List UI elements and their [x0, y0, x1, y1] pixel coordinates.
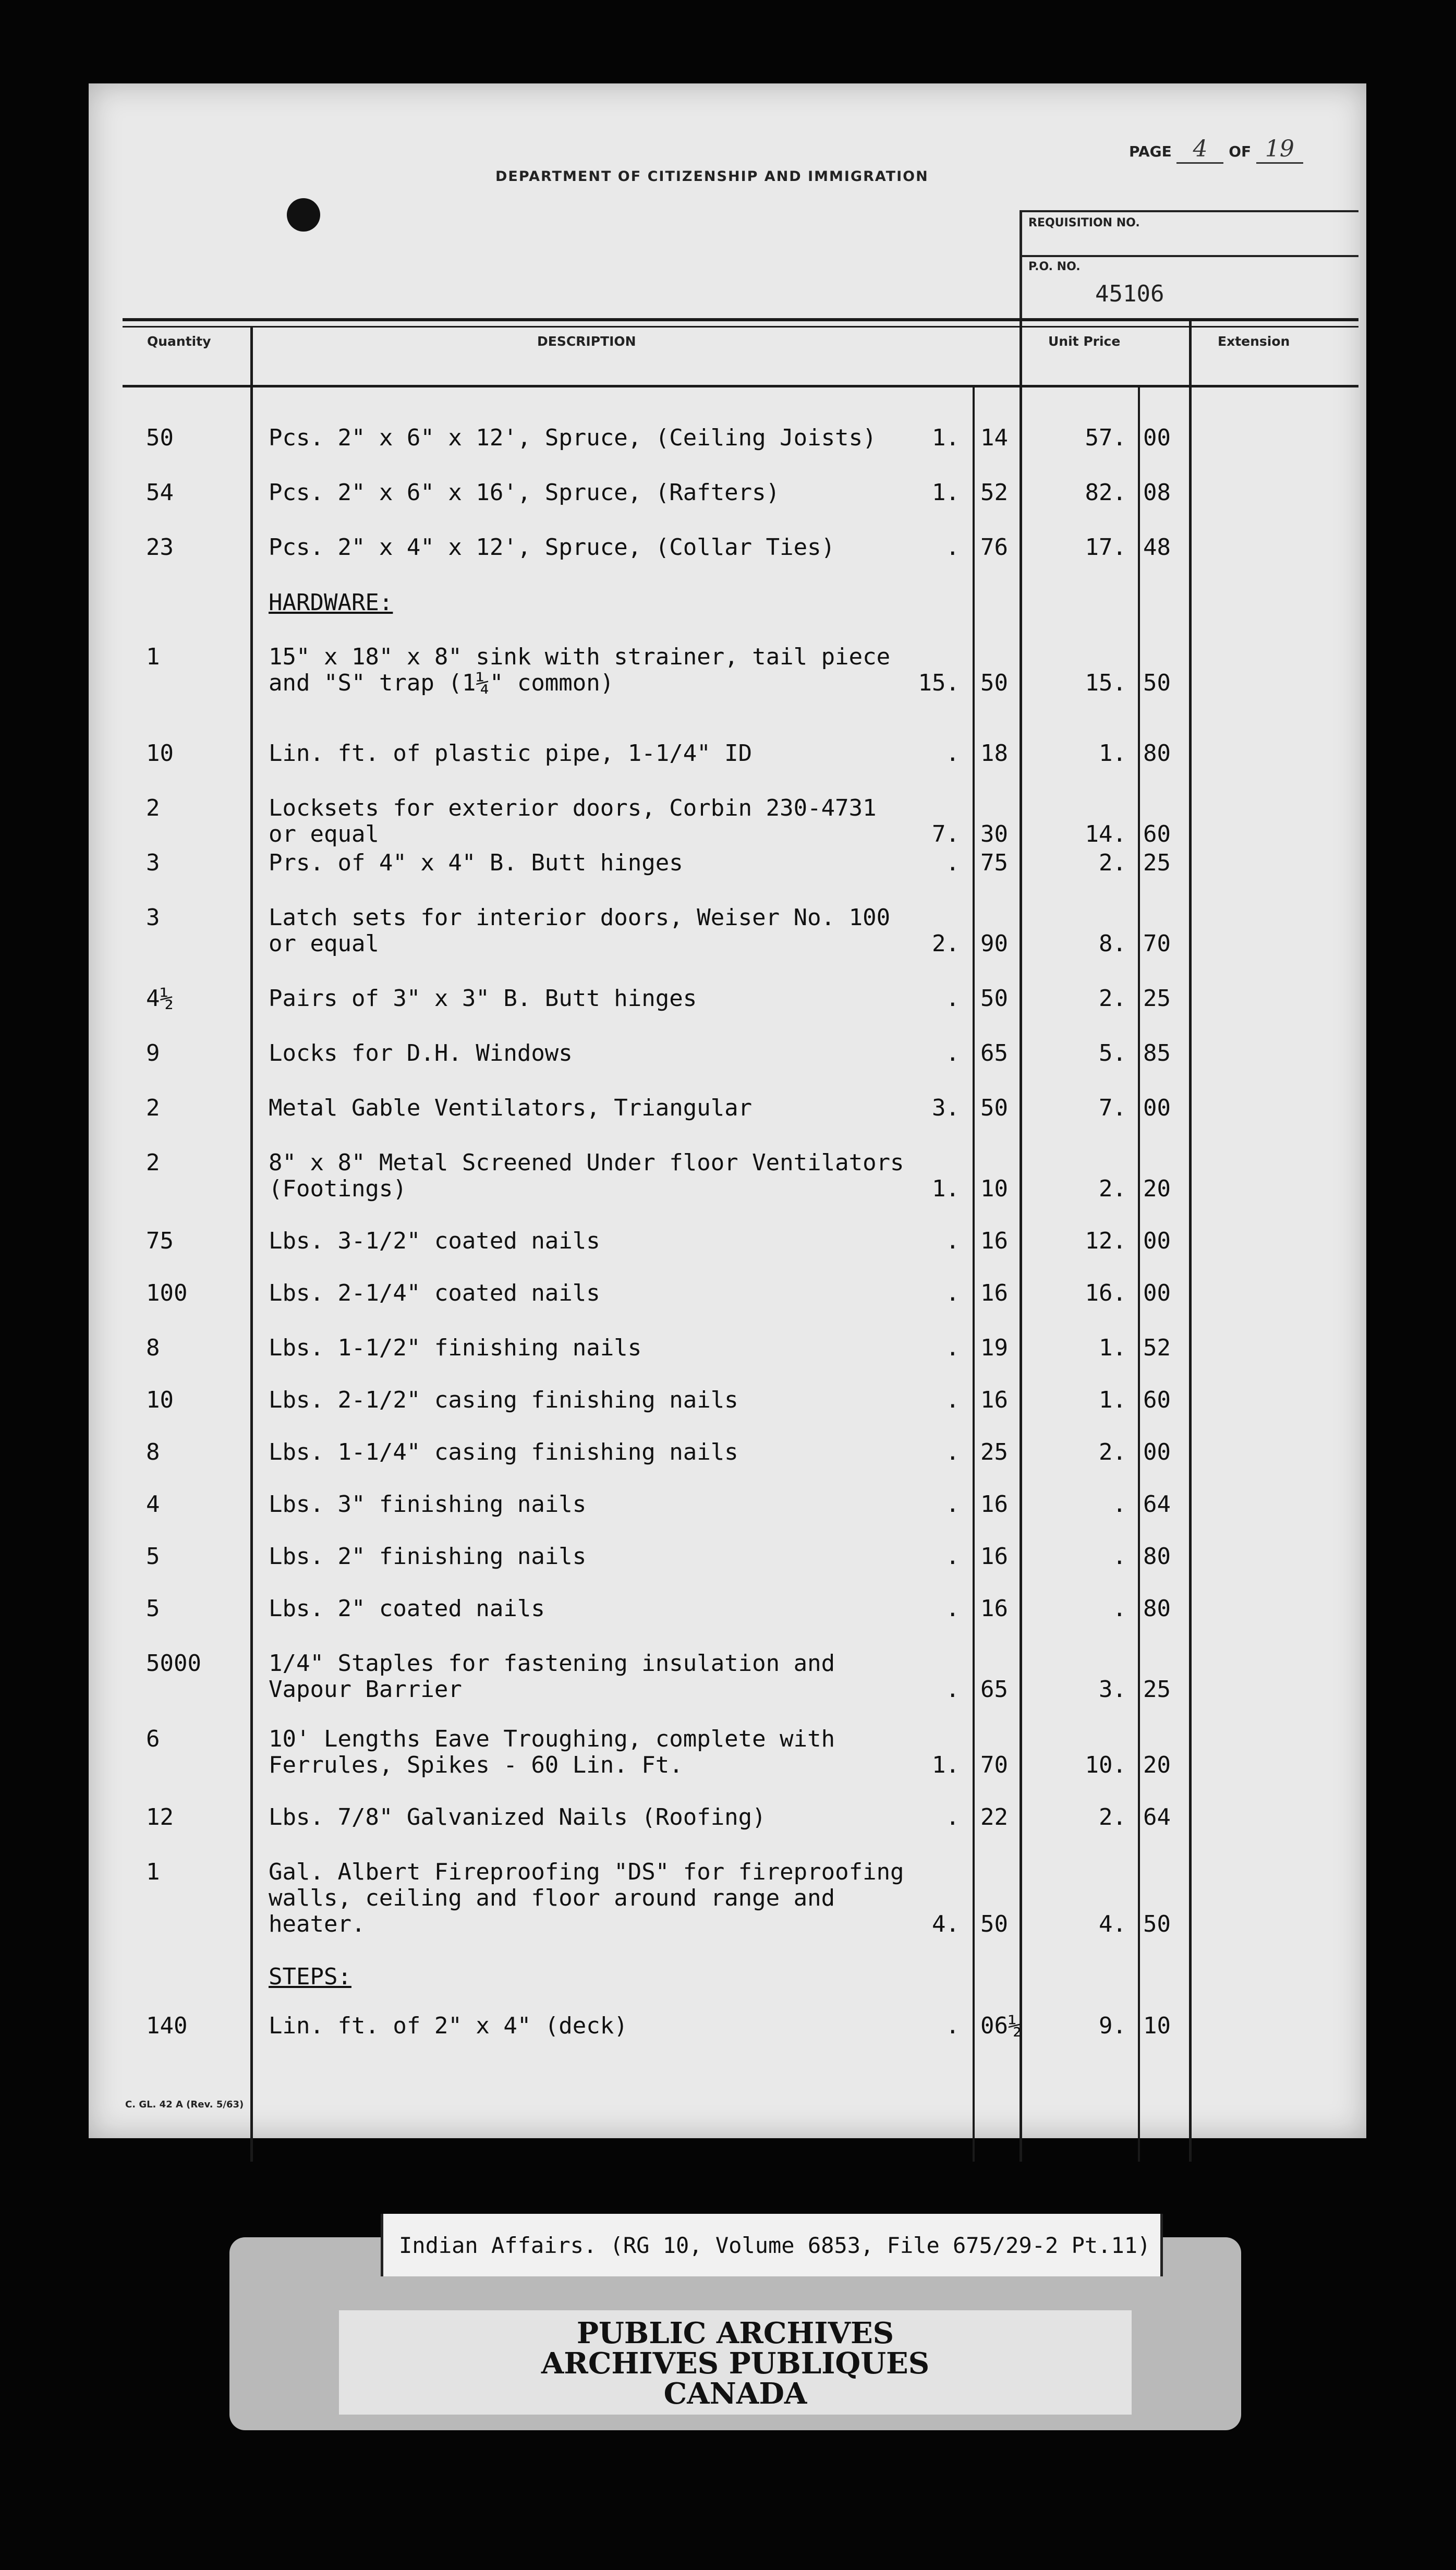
row-extension-cents: 00 [1143, 1228, 1171, 1254]
row-quantity: 5000 [146, 1650, 201, 1677]
row-unit-price-cents: 52 [980, 479, 1008, 506]
row-quantity: 75 [146, 1228, 174, 1254]
qty-column-rule [250, 326, 253, 2162]
row-unit-price-cents: 75 [980, 850, 1008, 876]
archives-stamp-panel [339, 2310, 1132, 2415]
row-unit-price-dollars: . [945, 985, 960, 1012]
row-quantity: 9 [146, 1040, 160, 1066]
row-extension-cents: 48 [1143, 534, 1171, 561]
row-unit-price-dollars: 15. [918, 670, 960, 696]
row-unit-price-dollars: . [945, 1804, 960, 1830]
row-quantity: 54 [146, 479, 174, 506]
extension-cents-rule [1138, 387, 1140, 2162]
row-extension-cents: 52 [1143, 1335, 1171, 1361]
row-extension-dollars: 7. [1099, 1095, 1126, 1121]
row-unit-price-dollars: . [945, 740, 960, 767]
row-unit-price-dollars: 1. [932, 425, 960, 451]
row-extension-dollars: 2. [1099, 850, 1126, 876]
row-description: Pcs. 2" x 4" x 12', Spruce, (Collar Ties) [269, 534, 835, 561]
row-unit-price-dollars: 1. [932, 1175, 960, 1202]
department-title: DEPARTMENT OF CITIZENSHIP AND IMMIGRATION [495, 168, 929, 185]
row-quantity: 8 [146, 1439, 160, 1465]
row-unit-price-dollars: . [945, 1543, 960, 1570]
row-extension-dollars: 1. [1099, 1335, 1126, 1361]
row-unit-price-dollars: . [945, 1280, 960, 1306]
row-extension-cents: 00 [1143, 425, 1171, 451]
row-extension-cents: 50 [1143, 1911, 1171, 1937]
page-number: 4 [1176, 136, 1223, 164]
row-unit-price-dollars: . [945, 1335, 960, 1361]
row-quantity: 50 [146, 425, 174, 451]
row-description: Locks for D.H. Windows [269, 1040, 573, 1066]
row-description: or equal [269, 930, 379, 957]
row-quantity: 10 [146, 740, 174, 767]
row-description: Lbs. 2-1/4" coated nails [269, 1280, 600, 1306]
row-unit-price-dollars: . [945, 1439, 960, 1465]
row-extension-cents: 50 [1143, 670, 1171, 696]
row-description: Lbs. 7/8" Galvanized Nails (Roofing) [269, 1804, 766, 1830]
row-extension-cents: 25 [1143, 985, 1171, 1012]
row-unit-price-dollars: . [945, 1595, 960, 1622]
desc-column-rule [1020, 320, 1022, 2162]
row-description: Lbs. 1-1/2" finishing nails [269, 1335, 642, 1361]
requisition-box [1020, 210, 1358, 320]
row-description: Lbs. 2-1/2" casing finishing nails [269, 1387, 738, 1413]
row-extension-cents: 00 [1143, 1095, 1171, 1121]
archives-line-1: PUBLIC ARCHIVES [576, 2316, 894, 2350]
row-unit-price-cents: 19 [980, 1335, 1008, 1361]
row-description: heater. [269, 1911, 366, 1937]
row-extension-dollars: 16. [1085, 1280, 1126, 1306]
row-unit-price-cents: 10 [980, 1175, 1008, 1202]
of-label: OF [1229, 143, 1252, 160]
row-description: Prs. of 4" x 4" B. Butt hinges [269, 850, 683, 876]
document-page [89, 83, 1366, 2138]
unit-price-column-rule [1189, 320, 1192, 2162]
row-description: Gal. Albert Fireproofing "DS" for fireproofing [269, 1859, 904, 1885]
row-unit-price-dollars: . [945, 1040, 960, 1066]
row-extension-dollars: 4. [1099, 1911, 1126, 1937]
row-unit-price-cents: 16 [980, 1595, 1008, 1622]
archives-line-3: CANADA [663, 2377, 807, 2411]
row-description: Pcs. 2" x 6" x 16', Spruce, (Rafters) [269, 479, 780, 506]
row-unit-price-dollars: 1. [932, 1752, 960, 1778]
row-extension-cents: 64 [1143, 1491, 1171, 1518]
header-unit-price: Unit Price [1048, 334, 1121, 349]
row-unit-price-cents: 22 [980, 1804, 1008, 1830]
row-extension-cents: 80 [1143, 1595, 1171, 1622]
header-bottom-rule [123, 385, 1358, 387]
row-description: 15" x 18" x 8" sink with strainer, tail piece [269, 644, 891, 670]
row-extension-cents: 80 [1143, 1543, 1171, 1570]
header-quantity: Quantity [147, 334, 211, 349]
row-unit-price-dollars: . [945, 1491, 960, 1518]
row-description: Vapour Barrier [269, 1676, 462, 1703]
row-description: (Footings) [269, 1175, 407, 1202]
row-description: Lbs. 2" coated nails [269, 1595, 545, 1622]
row-extension-dollars: 1. [1099, 740, 1126, 767]
archive-reference: Indian Affairs. (RG 10, Volume 6853, File 675/29-2 Pt.11) [399, 2233, 1151, 2258]
row-extension-dollars: 57. [1085, 425, 1126, 451]
form-code: C. GL. 42 A (Rev. 5/63) [125, 2099, 244, 2110]
row-extension-cents: 25 [1143, 850, 1171, 876]
row-extension-dollars: 14. [1085, 821, 1126, 847]
row-description: walls, ceiling and floor around range and [269, 1885, 835, 1911]
row-description: Ferrules, Spikes - 60 Lin. Ft. [269, 1752, 683, 1778]
row-unit-price-cents: 06½ [980, 2013, 1022, 2039]
row-description: Lbs. 3" finishing nails [269, 1491, 587, 1518]
row-quantity: 3 [146, 850, 160, 876]
row-unit-price-dollars: 3. [932, 1095, 960, 1121]
row-extension-cents: 10 [1143, 2013, 1171, 2039]
po-number: 45106 [1095, 281, 1164, 307]
page-indicator [1129, 136, 1303, 164]
row-extension-dollars: . [1112, 1491, 1126, 1518]
row-extension-dollars: 10. [1085, 1752, 1126, 1778]
row-extension-cents: 80 [1143, 740, 1171, 767]
row-description: Lin. ft. of 2" x 4" (deck) [269, 2013, 628, 2039]
page-total: 19 [1256, 136, 1303, 164]
row-unit-price-cents: 65 [980, 1040, 1008, 1066]
row-unit-price-cents: 16 [980, 1228, 1008, 1254]
row-extension-dollars: 2. [1099, 1439, 1126, 1465]
row-description: Lbs. 1-1/4" casing finishing nails [269, 1439, 738, 1465]
row-unit-price-dollars: . [945, 534, 960, 561]
row-unit-price-dollars: 7. [932, 821, 960, 847]
table-top-rule [123, 318, 1358, 321]
archive-reference-label [381, 2214, 1163, 2276]
row-extension-dollars: . [1112, 1595, 1126, 1622]
row-unit-price-cents: 25 [980, 1439, 1008, 1465]
row-description: Locksets for exterior doors, Corbin 230-4731 [269, 795, 877, 821]
row-extension-dollars: 15. [1085, 670, 1126, 696]
row-unit-price-cents: 50 [980, 670, 1008, 696]
row-unit-price-cents: 70 [980, 1752, 1008, 1778]
row-unit-price-dollars: 4. [932, 1911, 960, 1937]
header-extension: Extension [1218, 334, 1290, 349]
row-unit-price-cents: 90 [980, 930, 1008, 957]
row-extension-cents: 60 [1143, 1387, 1171, 1413]
row-unit-price-dollars: . [945, 1228, 960, 1254]
row-extension-cents: 85 [1143, 1040, 1171, 1066]
row-quantity: 1 [146, 644, 160, 670]
row-quantity: 1 [146, 1859, 160, 1885]
row-description: Lbs. 2" finishing nails [269, 1543, 587, 1570]
row-quantity: 4½ [146, 985, 174, 1012]
row-extension-dollars: 2. [1099, 1175, 1126, 1202]
row-extension-cents: 08 [1143, 479, 1171, 506]
row-quantity: 6 [146, 1726, 160, 1752]
row-unit-price-cents: 50 [980, 985, 1008, 1012]
row-extension-dollars: 5. [1099, 1040, 1126, 1066]
row-extension-cents: 64 [1143, 1804, 1171, 1830]
row-quantity: 10 [146, 1387, 174, 1413]
row-description: Pcs. 2" x 6" x 12', Spruce, (Ceiling Joists) [269, 425, 877, 451]
section-hardware: HARDWARE: [269, 589, 393, 616]
row-unit-price-cents: 50 [980, 1911, 1008, 1937]
row-extension-dollars: 2. [1099, 1804, 1126, 1830]
row-unit-price-dollars: . [945, 2013, 960, 2039]
row-quantity: 140 [146, 2013, 188, 2039]
row-quantity: 5 [146, 1595, 160, 1622]
row-description: or equal [269, 821, 379, 847]
row-quantity: 2 [146, 1149, 160, 1176]
row-unit-price-dollars: . [945, 1387, 960, 1413]
row-quantity: 100 [146, 1280, 188, 1306]
row-extension-dollars: 12. [1085, 1228, 1126, 1254]
row-unit-price-cents: 16 [980, 1387, 1008, 1413]
row-extension-dollars: 9. [1099, 2013, 1126, 2039]
row-description: 1/4" Staples for fastening insulation and [269, 1650, 835, 1677]
archives-line-2: ARCHIVES PUBLIQUES [541, 2346, 930, 2381]
row-quantity: 2 [146, 1095, 160, 1121]
punch-hole [287, 198, 320, 232]
row-description: 10' Lengths Eave Troughing, complete with [269, 1726, 835, 1752]
row-extension-cents: 20 [1143, 1175, 1171, 1202]
row-quantity: 23 [146, 534, 174, 561]
row-unit-price-dollars: . [945, 850, 960, 876]
row-extension-dollars: . [1112, 1543, 1126, 1570]
row-unit-price-cents: 18 [980, 740, 1008, 767]
row-unit-price-cents: 50 [980, 1095, 1008, 1121]
row-quantity: 3 [146, 904, 160, 931]
row-unit-price-cents: 65 [980, 1676, 1008, 1703]
row-extension-dollars: 17. [1085, 534, 1126, 561]
unit-cents-rule [973, 387, 975, 2162]
row-extension-dollars: 3. [1099, 1676, 1126, 1703]
row-extension-dollars: 2. [1099, 985, 1126, 1012]
row-extension-dollars: 1. [1099, 1387, 1126, 1413]
page-label: PAGE [1129, 143, 1172, 160]
po-label: P.O. NO. [1028, 260, 1081, 273]
row-description: Pairs of 3" x 3" B. Butt hinges [269, 985, 697, 1012]
row-unit-price-cents: 16 [980, 1280, 1008, 1306]
row-quantity: 5 [146, 1543, 160, 1570]
row-quantity: 8 [146, 1335, 160, 1361]
row-unit-price-cents: 16 [980, 1491, 1008, 1518]
row-extension-cents: 25 [1143, 1676, 1171, 1703]
row-extension-dollars: 82. [1085, 479, 1126, 506]
row-extension-cents: 60 [1143, 821, 1171, 847]
row-description: 8" x 8" Metal Screened Under floor Ventilators [269, 1149, 904, 1176]
row-extension-cents: 00 [1143, 1280, 1171, 1306]
row-description: Lin. ft. of plastic pipe, 1-1/4" ID [269, 740, 753, 767]
row-description: Lbs. 3-1/2" coated nails [269, 1228, 600, 1254]
row-unit-price-cents: 30 [980, 821, 1008, 847]
row-extension-cents: 70 [1143, 930, 1171, 957]
row-unit-price-dollars: . [945, 1676, 960, 1703]
row-description: and "S" trap (1¼" common) [269, 670, 614, 696]
header-description: DESCRIPTION [537, 334, 636, 349]
row-quantity: 2 [146, 795, 160, 821]
row-description: Latch sets for interior doors, Weiser No. 100 [269, 904, 891, 931]
row-extension-cents: 00 [1143, 1439, 1171, 1465]
requisition-label: REQUISITION NO. [1028, 216, 1140, 229]
row-unit-price-cents: 16 [980, 1543, 1008, 1570]
row-unit-price-cents: 76 [980, 534, 1008, 561]
section-steps: STEPS: [269, 1963, 351, 1990]
row-quantity: 12 [146, 1804, 174, 1830]
row-extension-dollars: 8. [1099, 930, 1126, 957]
row-unit-price-dollars: 1. [932, 479, 960, 506]
row-description: Metal Gable Ventilators, Triangular [269, 1095, 753, 1121]
row-quantity: 4 [146, 1491, 160, 1518]
row-extension-cents: 20 [1143, 1752, 1171, 1778]
row-unit-price-dollars: 2. [932, 930, 960, 957]
row-unit-price-cents: 14 [980, 425, 1008, 451]
table-top-rule-2 [123, 326, 1358, 328]
